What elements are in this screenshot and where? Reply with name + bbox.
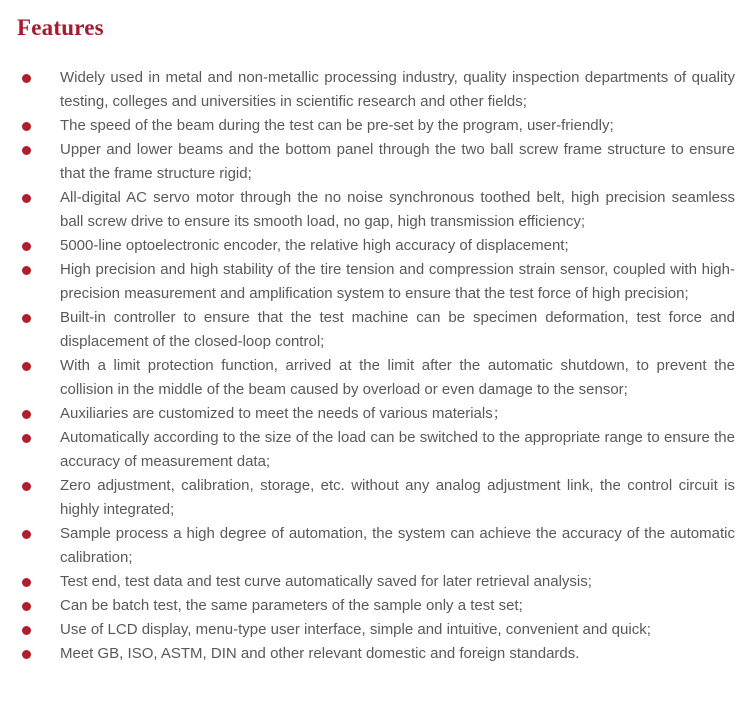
bullet-icon (22, 482, 31, 491)
bullet-icon (22, 242, 31, 251)
feature-text: All-digital AC servo motor through the no noise synchronous toothed belt, high precision seamless ball screw drive to ensure its smooth load, no gap, high transmission efficiency; (60, 189, 735, 230)
bullet-icon (22, 146, 31, 155)
feature-text: High precision and high stability of the tire tension and compression strain sensor, coupled with high-precision measurement and amplification system to ensure that the test force of high precision; (60, 261, 735, 302)
list-item (22, 258, 735, 306)
list-item (22, 354, 735, 402)
feature-text: Use of LCD display, menu-type user interface, simple and intuitive, convenient and quick; (60, 621, 651, 638)
bullet-icon (22, 650, 31, 659)
feature-text: Built-in controller to ensure that the test machine can be specimen deformation, test force and displacement of the closed-loop control; (60, 309, 735, 350)
feature-text: With a limit protection function, arrived at the limit after the automatic shutdown, to prevent the collision in the middle of the beam caused by overload or even damage to the sensor; (60, 357, 735, 398)
list-item (22, 642, 735, 666)
list-item (22, 306, 735, 354)
bullet-icon (22, 578, 31, 587)
list-item (22, 402, 735, 426)
list-item (22, 618, 735, 642)
list-item (22, 66, 735, 114)
bullet-icon (22, 530, 31, 539)
list-item (22, 570, 735, 594)
bullet-icon (22, 194, 31, 203)
bullet-icon (22, 410, 31, 419)
feature-text: The speed of the beam during the test can be pre-set by the program, user-friendly; (60, 117, 614, 134)
list-item (22, 114, 735, 138)
bullet-icon (22, 626, 31, 635)
feature-text: Upper and lower beams and the bottom panel through the two ball screw frame structure to ensure that the frame structure rigid; (60, 141, 735, 182)
bullet-icon (22, 362, 31, 371)
list-item (22, 138, 735, 186)
bullet-icon (22, 434, 31, 443)
list-item (22, 474, 735, 522)
feature-text: Sample process a high degree of automation, the system can achieve the accuracy of the automatic calibration; (60, 525, 735, 566)
list-item (22, 234, 735, 258)
list-item (22, 594, 735, 618)
feature-text: 5000-line optoelectronic encoder, the relative high accuracy of displacement; (60, 237, 569, 254)
feature-text: Zero adjustment, calibration, storage, etc. without any analog adjustment link, the control circuit is highly integrated; (60, 477, 735, 518)
bullet-icon (22, 266, 31, 275)
bullet-icon (22, 314, 31, 323)
feature-text: Widely used in metal and non-metallic processing industry, quality inspection departments of quality testing, colleges and universities in scientific research and other fields; (60, 69, 735, 110)
features-list (17, 66, 735, 666)
list-item (22, 426, 735, 474)
feature-text: Automatically according to the size of the load can be switched to the appropriate range to ensure the accuracy of measurement data; (60, 429, 735, 470)
bullet-icon (22, 74, 31, 83)
page-title: Features (17, 15, 104, 40)
list-item (22, 186, 735, 234)
feature-text: Can be batch test, the same parameters of the sample only a test set; (60, 597, 523, 614)
feature-text: Auxiliaries are customized to meet the needs of various materials； (60, 405, 508, 422)
feature-text: Test end, test data and test curve automatically saved for later retrieval analysis; (60, 573, 592, 590)
list-item (22, 522, 735, 570)
feature-text: Meet GB, ISO, ASTM, DIN and other relevant domestic and foreign standards. (60, 645, 580, 662)
bullet-icon (22, 122, 31, 131)
bullet-icon (22, 602, 31, 611)
